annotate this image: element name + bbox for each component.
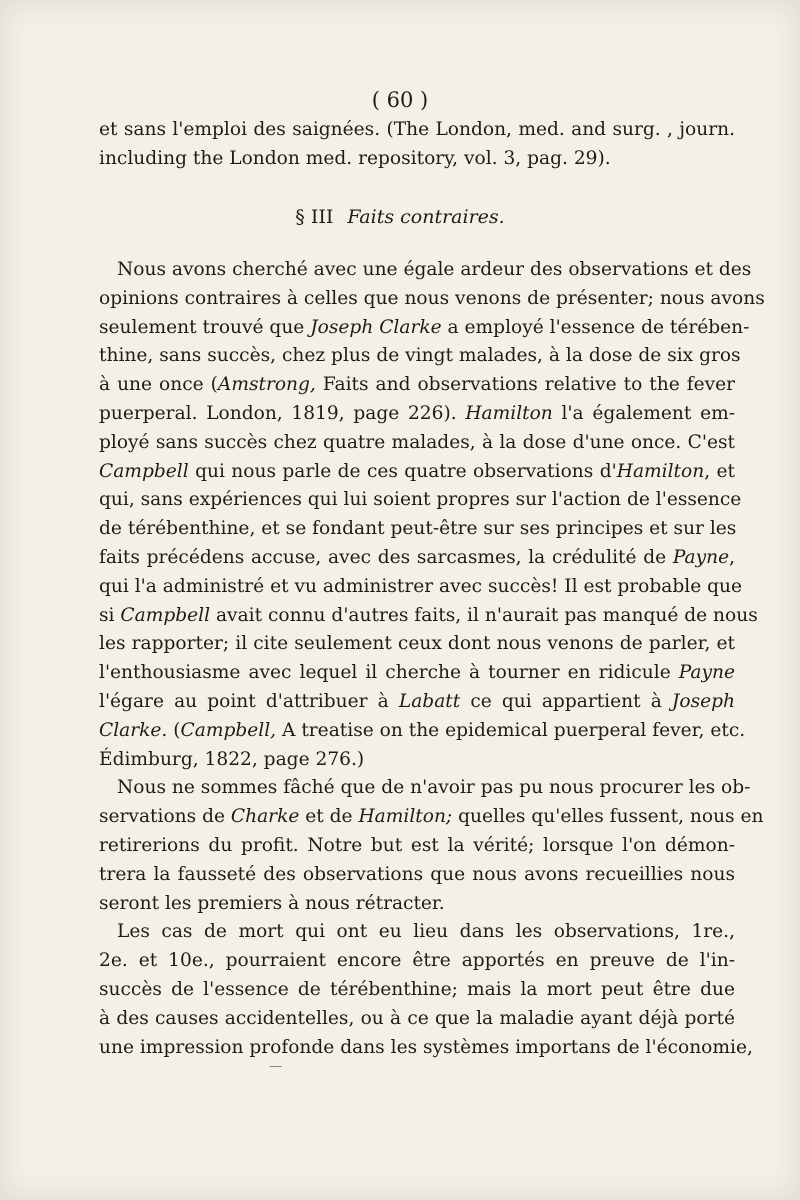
text-line <box>99 314 750 343</box>
text-line <box>99 429 735 458</box>
text-line <box>99 717 746 746</box>
text-line <box>99 371 735 400</box>
text-line <box>99 947 735 976</box>
text-run: succès de l'essence de térébenthine; mais la mort peut être due <box>99 978 735 1000</box>
body-text <box>99 256 765 1062</box>
text-line <box>99 918 735 947</box>
text-run: l'enthousiasme avec lequel il cherche à tourner en ridicule <box>99 662 679 684</box>
text-run: à des causes accidentelles, ou à ce que la maladie ayant déjà porté <box>99 1007 735 1029</box>
text-line <box>99 659 735 688</box>
text-line: et sans l'emploi des saignées. (The London, med. and surg. , journ. <box>99 119 735 140</box>
text-run: à une once ( <box>99 374 218 396</box>
text-run: trera la fausseté des observations que nous avons recueillies nous <box>99 863 735 885</box>
text-run: Nous avons cherché avec une égale ardeur des observations et des <box>117 259 752 280</box>
text-run: thine, sans succès, chez plus de vingt malades, à la dose de six gros <box>99 345 741 367</box>
text-run: , <box>729 546 735 568</box>
text-line <box>99 688 735 717</box>
text-line <box>99 890 735 919</box>
text-run: puerperal. London, 1819, page 226). <box>99 402 466 424</box>
text-line <box>99 342 741 371</box>
section-title: Faits contraires. <box>347 206 505 228</box>
text-run: qui l'a administré et vu administrer avec succès! Il est probable que <box>99 575 743 597</box>
text-line <box>99 746 735 775</box>
text-run: ployé sans succès chez quatre malades, à la dose d'une once. C'est <box>99 431 735 453</box>
text-line <box>99 1005 735 1034</box>
text-run: 2e. et 10e., pourraient encore être apportés en preuve de l'in- <box>99 950 735 972</box>
italic-name: Payne <box>678 662 735 684</box>
text-run: une impression profonde dans les systèmes importans de l'économie, <box>99 1036 753 1058</box>
text-line <box>99 544 735 573</box>
text-run: Les cas de mort qui ont eu lieu dans les observations, 1re., <box>117 921 735 943</box>
text-run: Nous ne sommes fâché que de n'avoir pas pu nous procurer les ob- <box>117 777 751 799</box>
text-line <box>99 832 735 861</box>
text-run: et de <box>299 806 359 828</box>
italic-name: Charke <box>230 806 300 828</box>
text-run: qui, sans expériences qui lui soient propres sur l'action de l'essence <box>99 489 742 511</box>
italic-name: Hamilton <box>465 402 553 424</box>
text-run: les rapporter; il cite seulement ceux dont nous venons de parler, et <box>99 633 735 655</box>
text-run: A treatise on the epidemical puerperal fever, etc. <box>276 719 746 741</box>
text-run: l'a également em- <box>552 402 735 424</box>
italic-name: Hamilton; <box>358 806 453 828</box>
italic-name: Amstrong, <box>217 374 316 396</box>
text-line <box>99 630 735 659</box>
section-number: § III <box>295 206 334 228</box>
text-run: seulement trouvé que <box>99 316 311 338</box>
text-line <box>99 861 735 890</box>
text-run: seront les premiers à nous rétracter. <box>99 892 445 914</box>
text-run: opinions contraires à celles que nous venons de présenter; nous avons <box>99 287 765 309</box>
text-run: Faits and observations relative to the fever <box>315 374 735 396</box>
section-heading <box>0 206 800 228</box>
text-run: , et <box>704 460 735 482</box>
text-run: l'égare au point d'attribuer à <box>99 690 399 712</box>
text-run: quelles qu'elles fussent, nous en <box>452 806 764 828</box>
text-run: retirerions du profit. Notre but est la vérité; lorsque l'on démon- <box>99 834 735 856</box>
text-run: servations de <box>99 806 231 828</box>
italic-name: Hamilton <box>616 460 705 482</box>
text-run: si <box>99 604 121 626</box>
text-line <box>99 976 735 1005</box>
continued-paragraph <box>99 116 735 174</box>
text-run: qui nous parle de ces quatre observations d' <box>188 460 617 482</box>
text-line <box>99 1034 753 1063</box>
ink-mark <box>266 1066 282 1073</box>
italic-name: Clarke. <box>99 719 168 741</box>
italic-name: Campbell <box>120 604 211 626</box>
text-line <box>99 774 751 803</box>
italic-name: Joseph <box>671 690 735 712</box>
italic-name: Campbell <box>99 460 189 482</box>
page-number: ( 60 ) <box>371 88 429 112</box>
text-line <box>99 458 735 487</box>
italic-name: Labatt <box>398 690 461 712</box>
text-run: a employé l'essence de térében- <box>441 316 750 338</box>
text-run: faits précédens accuse, avec des sarcasmes, la crédulité de <box>99 546 673 568</box>
italic-name: Payne <box>672 546 730 568</box>
text-line <box>99 602 758 631</box>
text-line <box>99 803 764 832</box>
text-line <box>99 515 735 544</box>
text-run: avait connu d'autres faits, il n'aurait pas manqué de nous <box>210 604 758 626</box>
italic-name: Joseph Clarke <box>310 316 442 338</box>
text-run: de térébenthine, et se fondant peut-être sur ses principes et sur les <box>99 518 737 540</box>
text-run: ( <box>167 719 181 741</box>
text-line: including the London med. repository, vol. 3, pag. 29). <box>99 147 611 169</box>
text-line <box>99 256 752 285</box>
text-run: ce qui appartient à <box>460 690 672 712</box>
text-line <box>99 486 742 515</box>
italic-name: Campbell, <box>180 719 277 741</box>
text-line <box>99 285 765 314</box>
text-line <box>99 573 743 602</box>
text-line <box>99 400 735 429</box>
text-run: Édimburg, 1822, page 276.) <box>99 748 365 770</box>
